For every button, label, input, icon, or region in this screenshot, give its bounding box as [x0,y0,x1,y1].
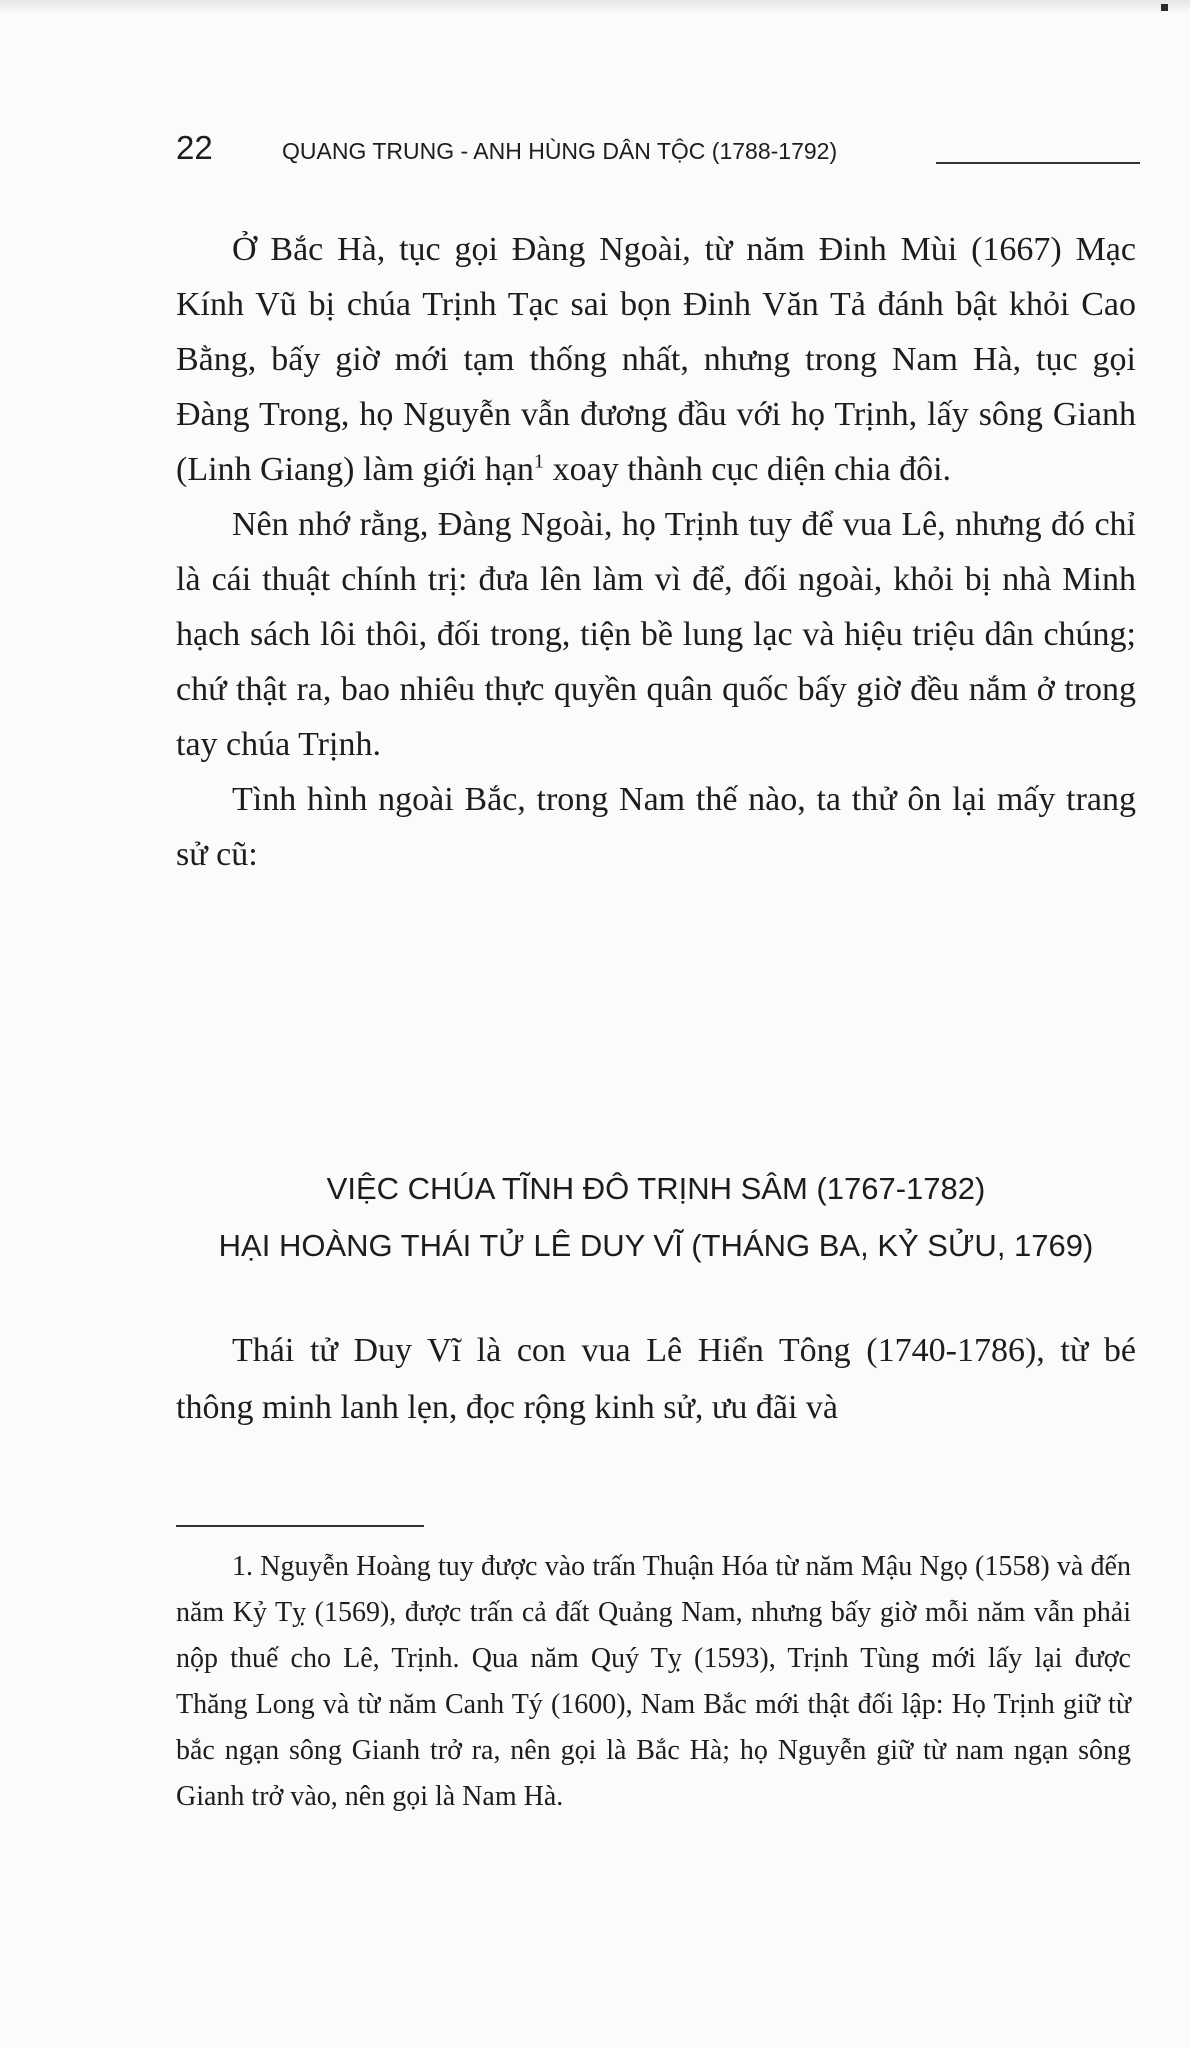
section-body [176,1322,1136,1436]
section-heading [176,1160,1136,1274]
header-rule [936,162,1140,164]
paragraph-2: Nên nhớ rằng, Đàng Ngoài, họ Trịnh tuy để vua Lê, nhưng đó chỉ là cái thuật chính trị: đưa lên làm vì để, đối ngoài, khỏi bị nhà Minh hạch sách lôi thôi, đối trong, tiện bề lung lạc và hiệu triệu dân chúng; chứ thật ra, bao nhiêu thực quyền quân quốc bấy giờ đều nắm ở trong tay chúa Trịnh. [176,506,1136,763]
paragraph-1 [176,222,1136,497]
page-number: 22 [176,129,213,166]
paragraph-3: Tình hình ngoài Bắc, trong Nam thế nào, ta thử ôn lại mấy trang sử cũ: [176,781,1136,873]
section-heading-line-2: HẠI HOÀNG THÁI TỬ LÊ DUY VĨ (THÁNG BA, KỶ SỬU, 1769) [218,1228,1094,1263]
section-paragraph: Thái tử Duy Vĩ là con vua Lê Hiển Tông (1740-1786), từ bé thông minh lanh lẹn, đọc rộng kinh sử, ưu đãi và [176,1332,1136,1426]
footnote-text: 1. Nguyễn Hoàng tuy được vào trấn Thuận Hóa từ năm Mậu Ngọ (1558) và đến năm Kỷ Tỵ (1569), được trấn cả đất Quảng Nam, nhưng bấy giờ mỗi năm vẫn phải nộp thuế cho Lê, Trịnh. Qua năm Quý Tỵ (1593), Trịnh Tùng mới lấy lại được Thăng Long và từ năm Canh Tý (1600), Nam Bắc mới thật đối lập: Họ Trịnh giữ từ bắc ngạn sông Gianh trở ra, nên gọi là Bắc Hà; họ Nguyễn giữ từ nam ngạn sông Gianh trở vào, nên gọi là Nam Hà. [176,1551,1131,1812]
page-header [176,128,1144,176]
footnote [176,1544,1131,1820]
section-heading-line-1: VIỆC CHÚA TĨNH ĐÔ TRỊNH SÂM (1767-1782) [326,1171,986,1206]
footnote-reference: 1 [533,450,545,473]
running-title: QUANG TRUNG - ANH HÙNG DÂN TỘC (1788-1792) [282,138,838,164]
corner-mark [1161,4,1168,11]
footnote-rule [176,1525,424,1527]
paragraph-1-text-end: xoay thành cục diện chia đôi. [544,451,952,488]
page-top-edge [0,0,1190,14]
paragraph-1-text: Ở Bắc Hà, tục gọi Đàng Ngoài, từ năm Đinh Mùi (1667) Mạc Kính Vũ bị chúa Trịnh Tạc sai bọn Đinh Văn Tả đánh bật khỏi Cao Bằng, bấy giờ mới tạm thống nhất, nhưng trong Nam Hà, tục gọi Đàng Trong, họ Nguyễn vẫn đương đầu với họ Trịnh, lấy sông Gianh (Linh Giang) làm giới hạn [176,231,1136,488]
body-text [176,222,1136,882]
